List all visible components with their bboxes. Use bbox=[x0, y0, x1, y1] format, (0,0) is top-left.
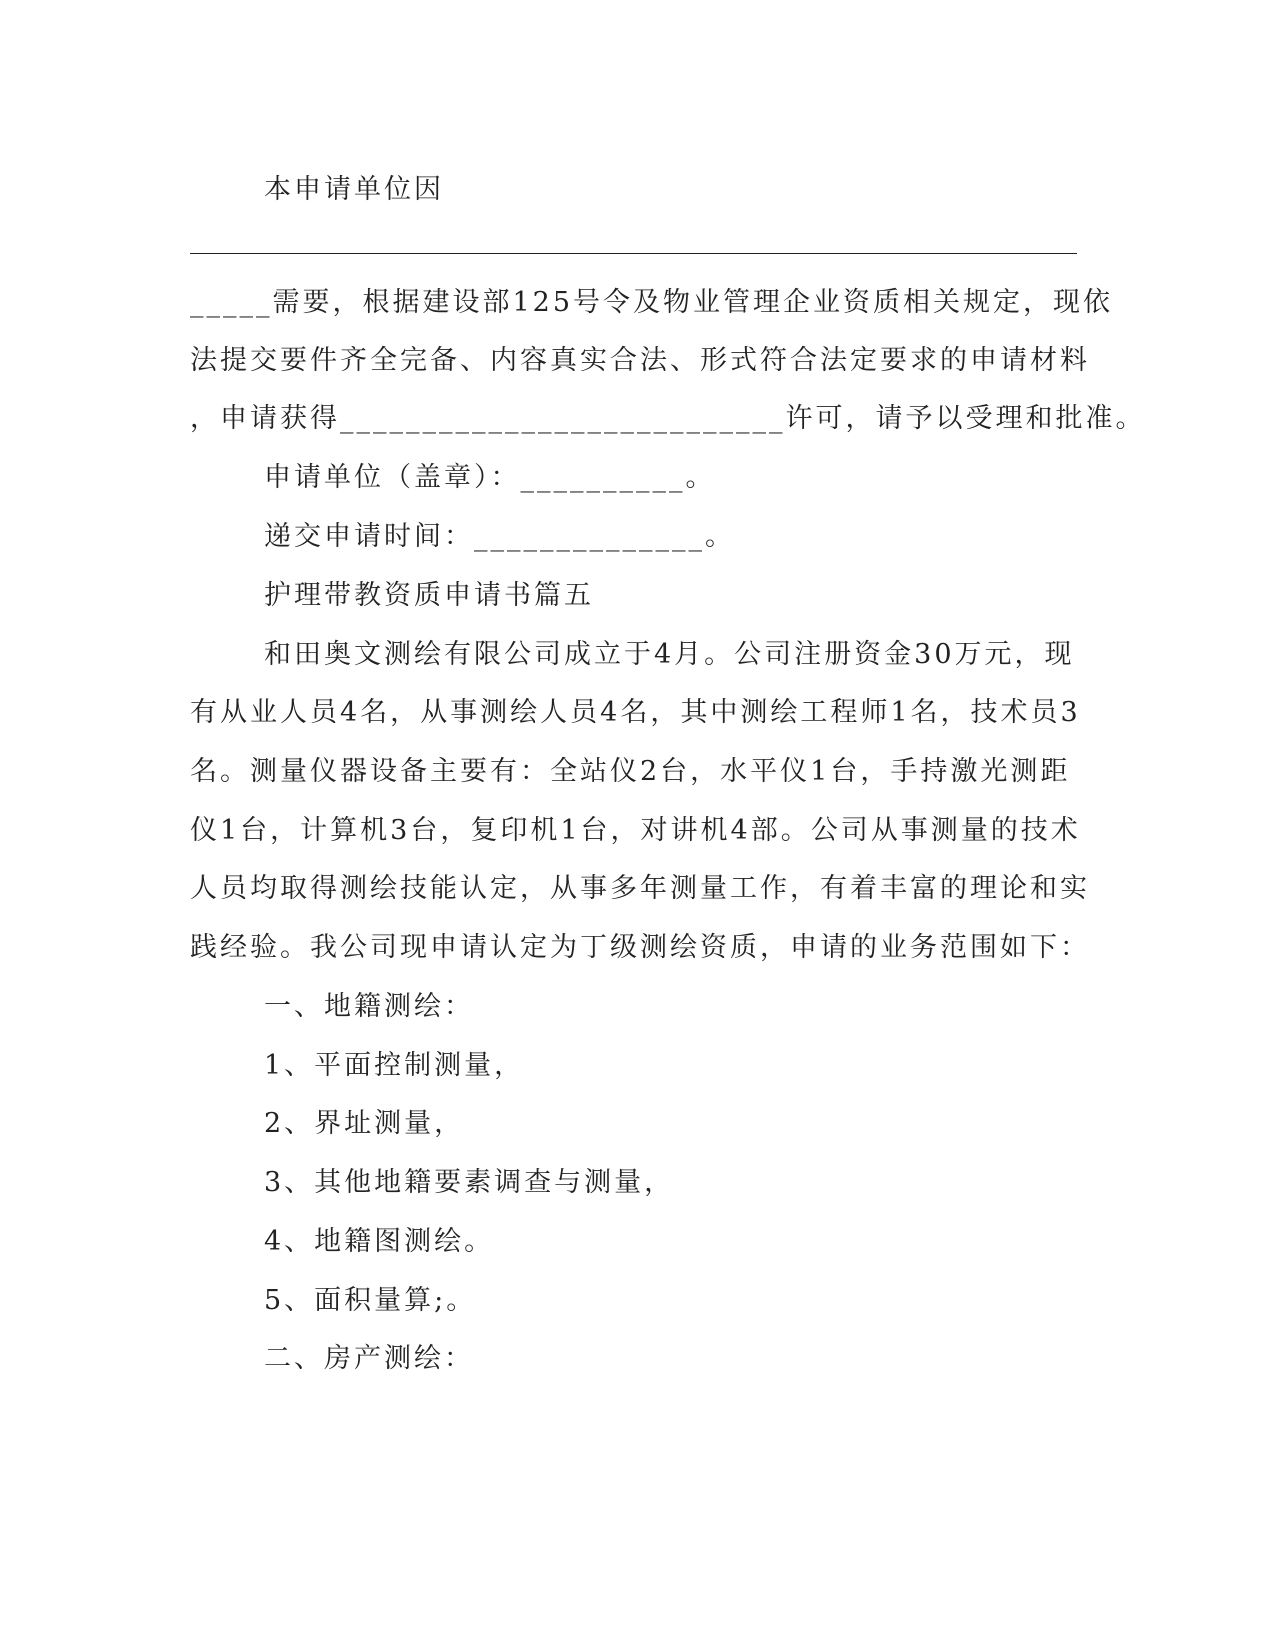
paragraph-line: 名。测量仪器设备主要有：全站仪2台，水平仪1台，手持激光测距 bbox=[190, 756, 1071, 787]
paragraph-line: ，申请获得___________________________许可，请予以受理和批准。 bbox=[190, 403, 1146, 434]
list-item: 4、地籍图测绘。 bbox=[264, 1226, 495, 1257]
paragraph-line: 法提交要件齐全完备、内容真实合法、形式符合法定要求的申请材料 bbox=[190, 345, 1090, 376]
list-heading: 二、房产测绘： bbox=[264, 1343, 474, 1374]
paragraph-line: 有从业人员4名，从事测绘人员4名，其中测绘工程师1名，技术员3 bbox=[190, 697, 1081, 728]
applicant-seal-line: 申请单位（盖章）：__________。 bbox=[264, 462, 716, 493]
section-heading: 护理带教资质申请书篇五 bbox=[264, 580, 594, 611]
paragraph-line: 人员均取得测绘技能认定，从事多年测量工作，有着丰富的理论和实 bbox=[190, 873, 1090, 904]
paragraph-line: _____需要，根据建设部125号令及物业管理企业资质相关规定，现依 bbox=[190, 287, 1114, 318]
list-item: 3、其他地籍要素调查与测量， bbox=[264, 1167, 675, 1198]
submission-date-line: 递交申请时间：______________。 bbox=[264, 521, 735, 552]
paragraph-line: 本申请单位因 bbox=[264, 174, 444, 205]
list-item: 5、面积量算;。 bbox=[264, 1285, 477, 1316]
paragraph-line: 践经验。我公司现申请认定为丁级测绘资质，申请的业务范围如下： bbox=[190, 932, 1090, 963]
list-item: 2、界址测量， bbox=[264, 1108, 465, 1139]
blank-underline bbox=[190, 253, 1077, 254]
list-item: 1、平面控制测量， bbox=[264, 1050, 525, 1081]
list-heading: 一、地籍测绘： bbox=[264, 991, 474, 1022]
paragraph-line: 仪1台，计算机3台，复印机1台，对讲机4部。公司从事测量的技术 bbox=[190, 815, 1081, 846]
paragraph-line: 和田奥文测绘有限公司成立于4月。公司注册资金30万元，现 bbox=[264, 639, 1075, 670]
